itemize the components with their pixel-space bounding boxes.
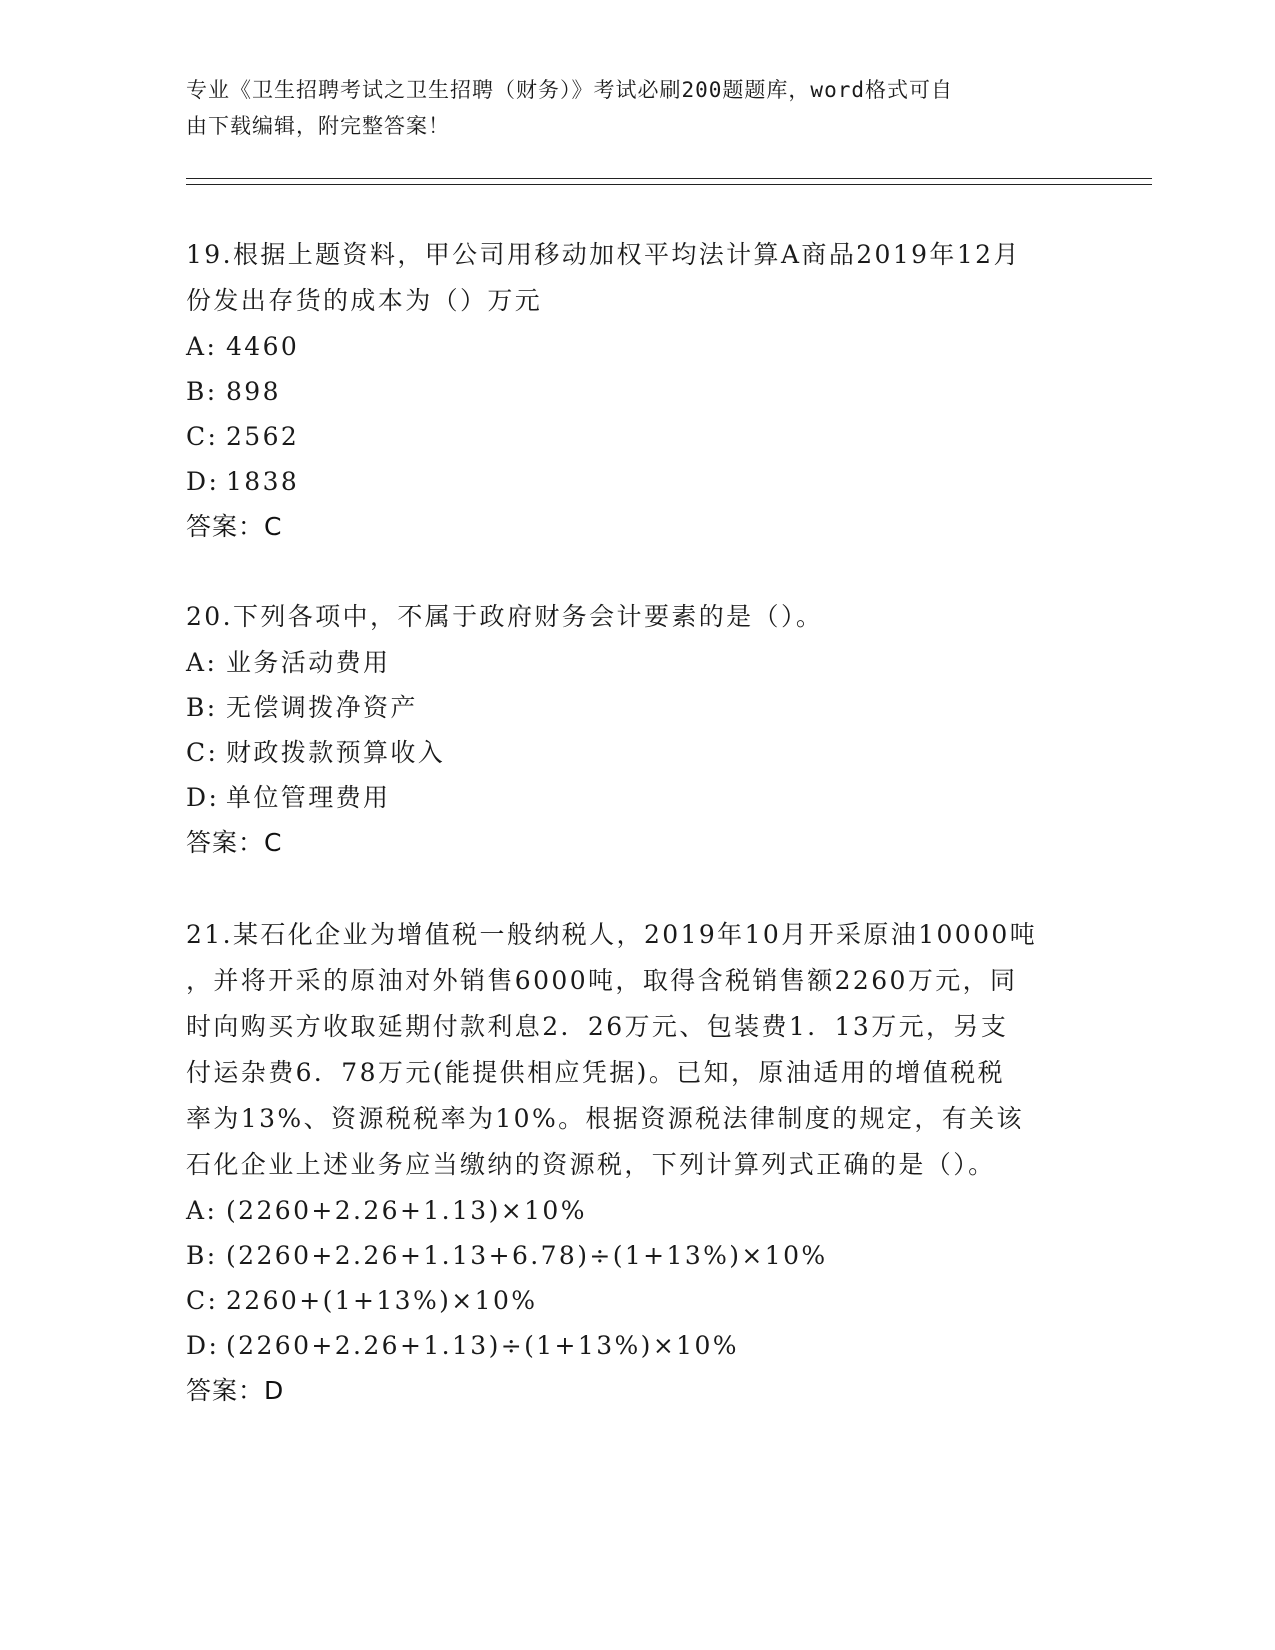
header-line-1: 专业《卫生招聘考试之卫生招聘（财务）》考试必刷200题题库，word格式可自 — [186, 78, 953, 102]
option-letter: B: — [186, 693, 218, 722]
option-d — [186, 459, 1066, 504]
answer-label: 答案：D — [186, 1376, 285, 1405]
option-text: 4460 — [226, 332, 300, 361]
option-letter: D: — [186, 1331, 220, 1360]
option-a — [186, 640, 1066, 685]
answer-label: 答案：C — [186, 512, 283, 541]
option-text: 2562 — [226, 422, 300, 451]
option-text: (2260+2.26+1.13)×10% — [226, 1196, 587, 1225]
question-stem — [186, 912, 1066, 1188]
question-20 — [186, 594, 1066, 866]
option-text: 无偿调拨净资产 — [226, 693, 418, 722]
option-text: 1838 — [226, 467, 300, 496]
stem-line: 19.根据上题资料，甲公司用移动加权平均法计算A商品2019年12月 — [186, 240, 1021, 269]
option-letter: D: — [186, 467, 220, 496]
question-stem — [186, 594, 1066, 640]
stem-line: 率为13%、资源税税率为10%。根据资源税法律制度的规定，有关该 — [186, 1104, 1024, 1133]
question-stem — [186, 232, 1066, 324]
option-letter: A: — [186, 648, 218, 677]
option-c — [186, 730, 1066, 775]
header-divider-top — [186, 178, 1152, 179]
option-b — [186, 685, 1066, 730]
option-d — [186, 775, 1066, 820]
header-line-2: 由下载编辑，附完整答案！ — [186, 114, 450, 138]
option-b — [186, 369, 1066, 414]
option-text: (2260+2.26+1.13+6.78)÷(1+13%)×10% — [226, 1241, 828, 1270]
answer-label: 答案：C — [186, 828, 283, 857]
question-21 — [186, 912, 1066, 1414]
header-divider-bottom — [186, 184, 1152, 185]
stem-line: 份发出存货的成本为（）万元 — [186, 286, 543, 315]
option-letter: C: — [186, 1286, 219, 1315]
option-letter: C: — [186, 422, 219, 451]
option-d — [186, 1323, 1066, 1368]
option-text: (2260+2.26+1.13)÷(1+13%)×10% — [226, 1331, 739, 1360]
stem-line: 20.下列各项中，不属于政府财务会计要素的是（）。 — [186, 602, 824, 631]
option-text: 财政拨款预算收入 — [226, 738, 446, 767]
option-letter: D: — [186, 783, 220, 812]
option-a — [186, 324, 1066, 369]
option-letter: B: — [186, 1241, 218, 1270]
option-c — [186, 414, 1066, 459]
option-c — [186, 1278, 1066, 1323]
option-b — [186, 1233, 1066, 1278]
stem-line: 时向购买方收取延期付款利息2．26万元、包装费1．13万元，另支 — [186, 1012, 1009, 1041]
question-19 — [186, 232, 1066, 550]
stem-line: 石化企业上述业务应当缴纳的资源税，下列计算列式正确的是（）。 — [186, 1150, 996, 1179]
option-text: 业务活动费用 — [226, 648, 391, 677]
stem-line: 21.某石化企业为增值税一般纳税人，2019年10月开采原油10000吨 — [186, 920, 1038, 949]
option-letter: A: — [186, 1196, 218, 1225]
stem-line: ，并将开采的原油对外销售6000吨，取得含税销售额2260万元，同 — [186, 966, 1018, 995]
option-a — [186, 1188, 1066, 1233]
option-text: 898 — [226, 377, 281, 406]
option-letter: C: — [186, 738, 219, 767]
stem-line: 付运杂费6．78万元(能提供相应凭据)。已知，原油适用的增值税税 — [186, 1058, 1006, 1087]
option-letter: A: — [186, 332, 218, 361]
document-header — [186, 72, 1066, 144]
option-letter: B: — [186, 377, 218, 406]
option-text: 2260+(1+13%)×10% — [226, 1286, 538, 1315]
option-text: 单位管理费用 — [226, 783, 391, 812]
